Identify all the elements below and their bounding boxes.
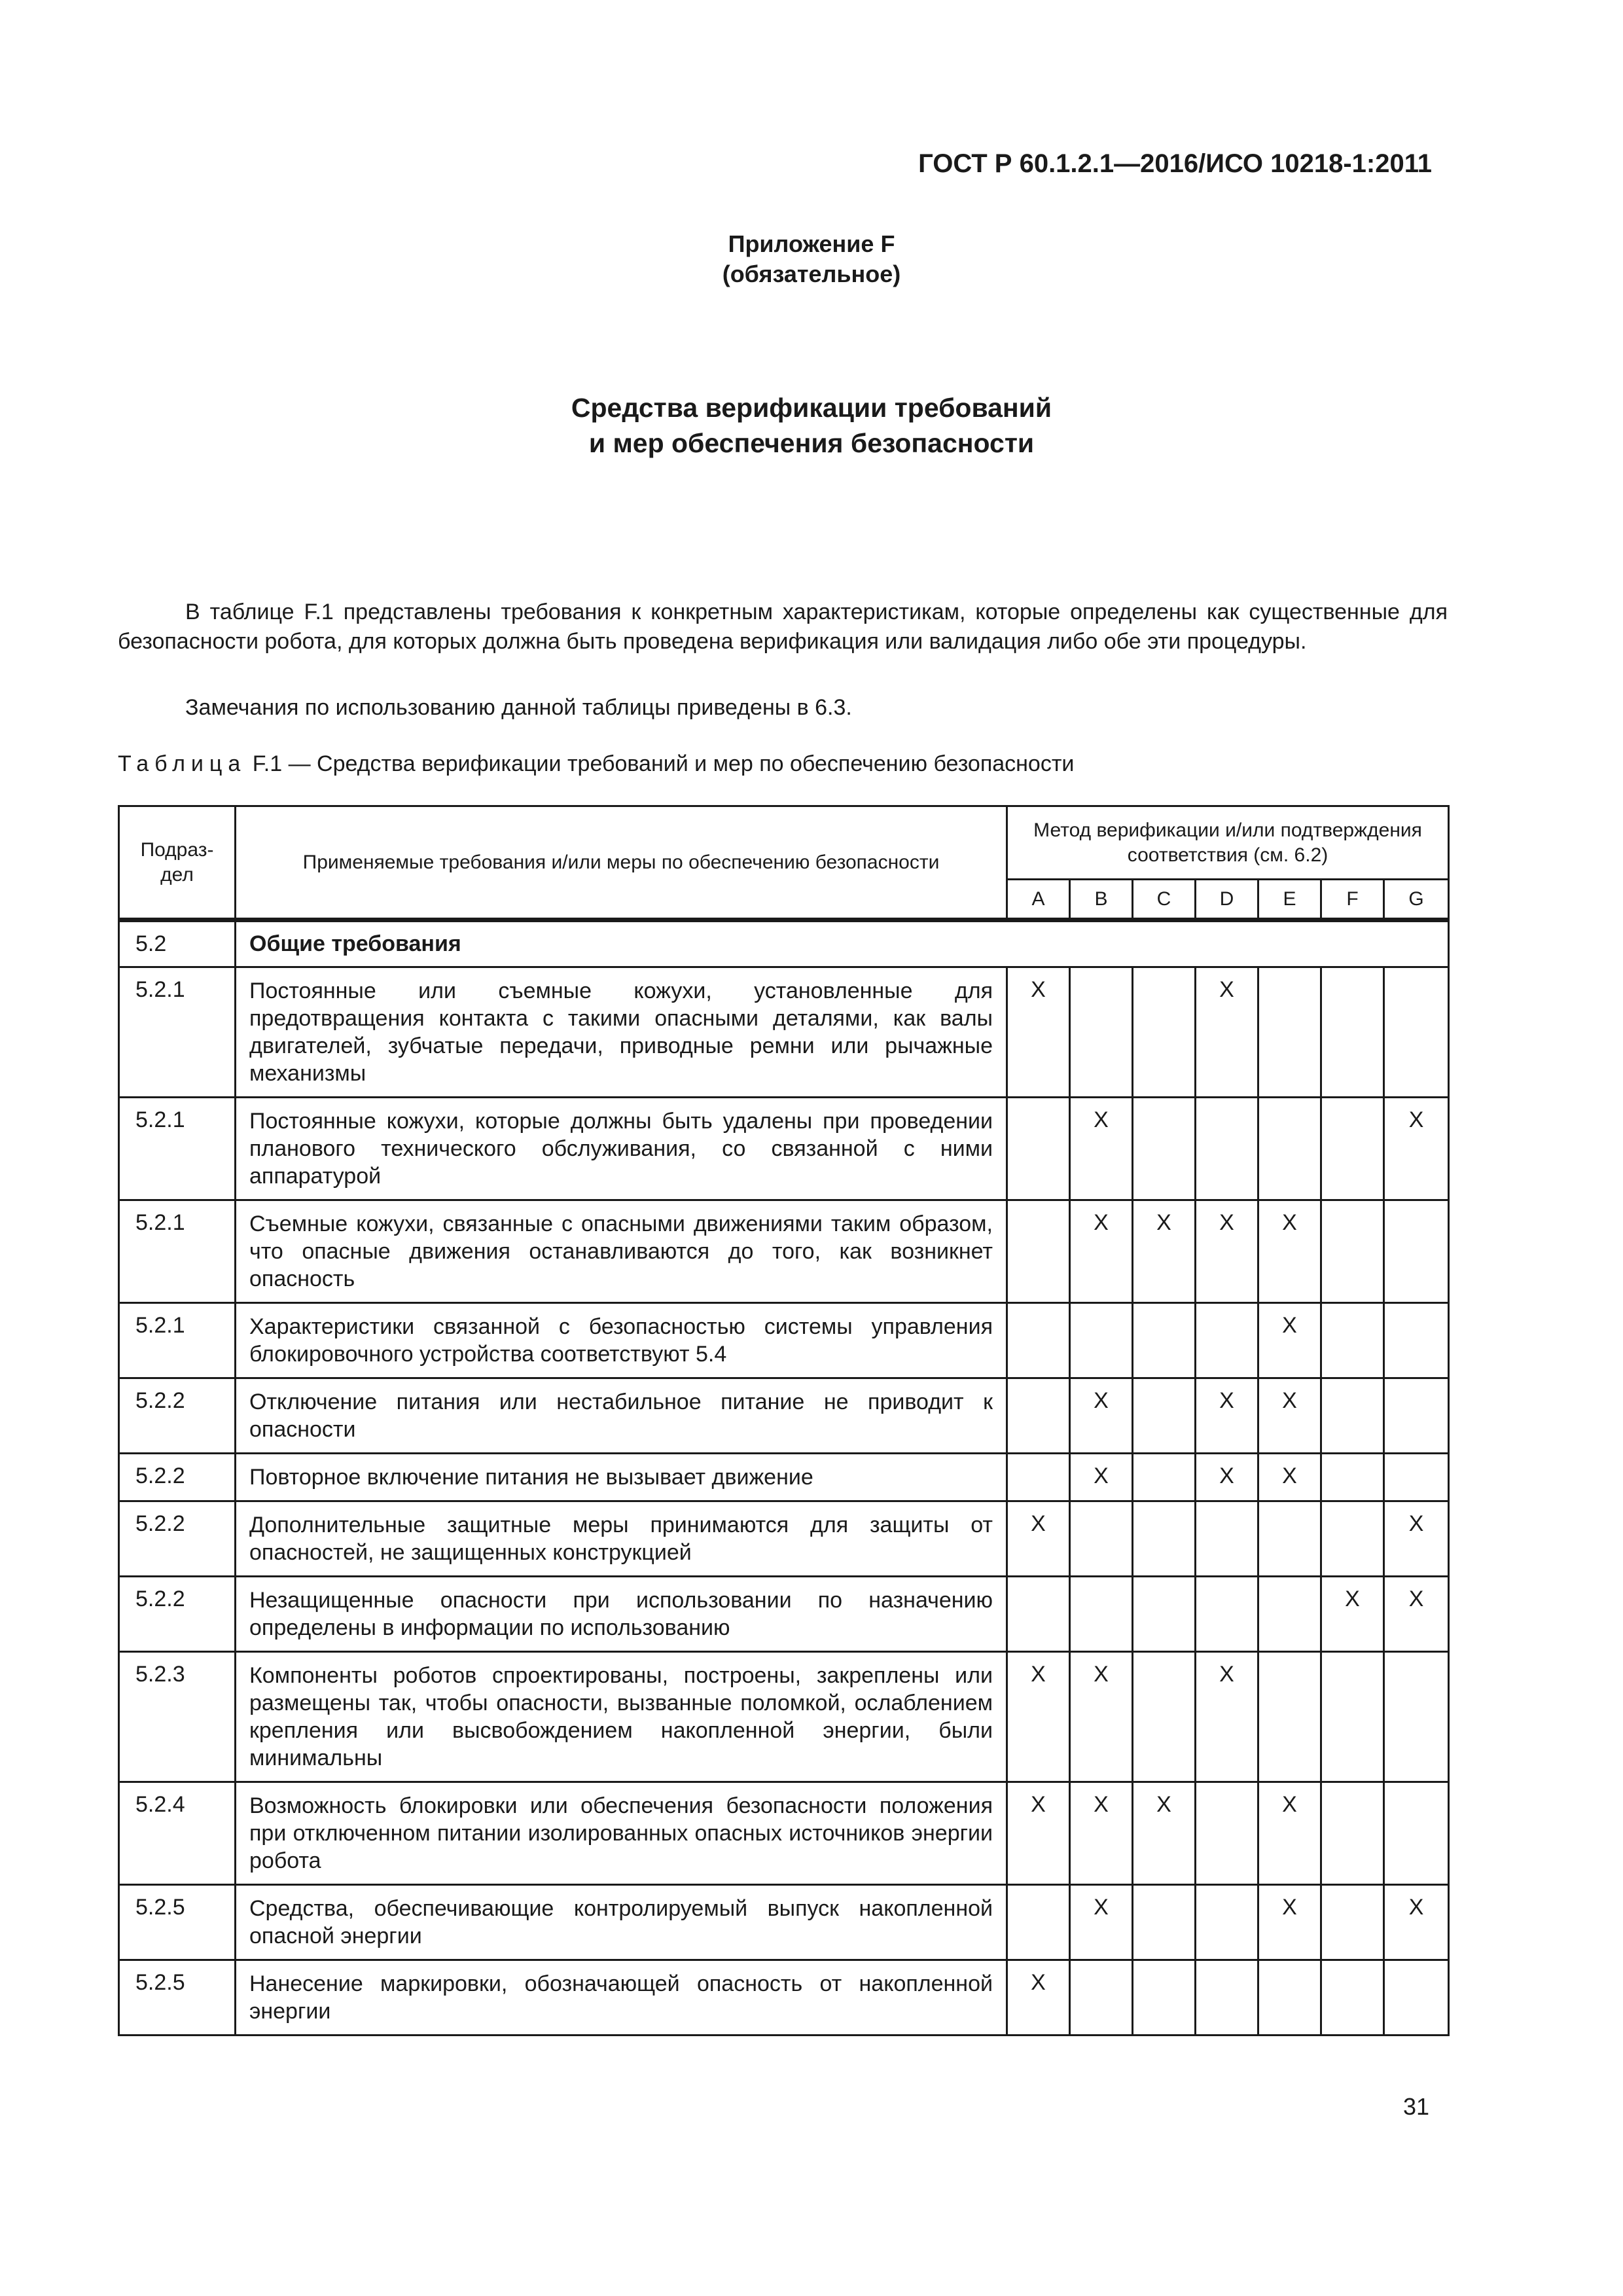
row-subsection: 5.2.1	[119, 1098, 236, 1200]
method-mark-g: X	[1384, 1501, 1449, 1577]
row-requirement: Нанесение маркировки, обозначающей опасность от накопленной энергии	[236, 1960, 1007, 2036]
intro-paragraph-2-text: Замечания по использованию данной таблицы приведены в 6.3.	[185, 695, 852, 720]
method-mark-a: X	[1007, 967, 1070, 1098]
standard-code: ГОСТ Р 60.1.2.1—2016/ИСО 10218-1:2011	[918, 149, 1432, 178]
method-mark-b	[1070, 1303, 1133, 1378]
table-row	[119, 1378, 1449, 1454]
header-method-letter: D	[1196, 880, 1258, 920]
method-mark-d	[1196, 1885, 1258, 1960]
method-mark-a: X	[1007, 1960, 1070, 2036]
table-row	[119, 1098, 1449, 1200]
row-requirement: Постоянные кожухи, которые должны быть удалены при проведении планового технического обслуживания, со связанной с ними аппаратурой	[236, 1098, 1007, 1200]
method-mark-c	[1133, 1885, 1196, 1960]
table-row	[119, 967, 1449, 1098]
table-row	[119, 1303, 1449, 1378]
method-mark-b	[1070, 1577, 1133, 1652]
method-mark-g	[1384, 1652, 1449, 1782]
row-subsection: 5.2.2	[119, 1378, 236, 1454]
method-mark-g	[1384, 1378, 1449, 1454]
method-mark-b: X	[1070, 1652, 1133, 1782]
row-requirement: Незащищенные опасности при использовании по назначению определены в информации по использованию	[236, 1577, 1007, 1652]
page-number: 31	[1402, 2093, 1429, 2120]
method-mark-d	[1196, 1098, 1258, 1200]
table-row	[119, 1454, 1449, 1501]
row-requirement: Возможность блокировки или обеспечения безопасности положения при отключенном питании изолированных опасных источников энергии робота	[236, 1782, 1007, 1885]
method-mark-c	[1133, 1378, 1196, 1454]
row-subsection: 5.2.1	[119, 967, 236, 1098]
method-mark-f	[1321, 1303, 1384, 1378]
row-subsection: 5.2.3	[119, 1652, 236, 1782]
header-subsection: Подраз-дел	[119, 806, 236, 920]
table-caption	[118, 751, 1074, 777]
method-mark-f	[1321, 1098, 1384, 1200]
table-row	[119, 1501, 1449, 1577]
row-requirement: Постоянные или съемные кожухи, установленные для предотвращения контакта с такими опасными деталями, как валы двигателей, зубчатые передачи, приводные ремни или рычажные механизмы	[236, 967, 1007, 1098]
method-mark-b	[1070, 1960, 1133, 2036]
method-mark-a	[1007, 1577, 1070, 1652]
method-mark-c	[1133, 1454, 1196, 1501]
method-mark-b	[1070, 967, 1133, 1098]
row-subsection: 5.2.5	[119, 1960, 236, 2036]
table-caption-text: F.1 — Средства верификации требований и мер по обеспечению безопасности	[252, 751, 1075, 776]
header-method-letter: E	[1258, 880, 1321, 920]
method-mark-g	[1384, 1454, 1449, 1501]
row-subsection: 5.2.2	[119, 1577, 236, 1652]
group-title: Общие требования	[236, 920, 1449, 967]
method-mark-c	[1133, 1577, 1196, 1652]
row-requirement: Повторное включение питания не вызывает движение	[236, 1454, 1007, 1501]
method-mark-b	[1070, 1501, 1133, 1577]
method-mark-d	[1196, 1501, 1258, 1577]
method-mark-c: X	[1133, 1200, 1196, 1303]
header-method-letter: B	[1070, 880, 1133, 920]
group-subsection: 5.2	[119, 920, 236, 967]
method-mark-a	[1007, 1454, 1070, 1501]
method-mark-g	[1384, 967, 1449, 1098]
method-mark-e: X	[1258, 1200, 1321, 1303]
method-mark-a	[1007, 1303, 1070, 1378]
method-mark-e: X	[1258, 1454, 1321, 1501]
table-row	[119, 1200, 1449, 1303]
method-mark-f	[1321, 1454, 1384, 1501]
verification-table	[118, 805, 1450, 2036]
table-row	[119, 1652, 1449, 1782]
method-mark-e: X	[1258, 1885, 1321, 1960]
method-mark-a	[1007, 1378, 1070, 1454]
method-mark-a: X	[1007, 1501, 1070, 1577]
method-mark-e	[1258, 1098, 1321, 1200]
method-mark-a: X	[1007, 1782, 1070, 1885]
method-mark-d	[1196, 1303, 1258, 1378]
method-mark-e	[1258, 1960, 1321, 2036]
method-mark-f	[1321, 1200, 1384, 1303]
method-mark-g	[1384, 1782, 1449, 1885]
row-requirement: Средства, обеспечивающие контролируемый выпуск накопленной опасной энергии	[236, 1885, 1007, 1960]
method-mark-c	[1133, 1098, 1196, 1200]
appendix-status: (обязательное)	[722, 260, 901, 287]
method-mark-e: X	[1258, 1782, 1321, 1885]
method-mark-e	[1258, 1652, 1321, 1782]
method-mark-a	[1007, 1098, 1070, 1200]
method-mark-b: X	[1070, 1098, 1133, 1200]
method-mark-b: X	[1070, 1782, 1133, 1885]
method-mark-f: X	[1321, 1577, 1384, 1652]
row-requirement: Характеристики связанной с безопасностью системы управления блокировочного устройства соответствуют 5.4	[236, 1303, 1007, 1378]
method-mark-c	[1133, 1960, 1196, 2036]
row-subsection: 5.2.5	[119, 1885, 236, 1960]
method-mark-c	[1133, 1303, 1196, 1378]
method-mark-f	[1321, 1501, 1384, 1577]
method-mark-d: X	[1196, 1378, 1258, 1454]
method-mark-e	[1258, 1577, 1321, 1652]
method-mark-f	[1321, 1885, 1384, 1960]
row-subsection: 5.2.2	[119, 1454, 236, 1501]
header-method-letter: C	[1133, 880, 1196, 920]
method-mark-f	[1321, 1960, 1384, 2036]
method-mark-b: X	[1070, 1885, 1133, 1960]
method-mark-c	[1133, 967, 1196, 1098]
intro-paragraph-1-text: В таблице F.1 представлены требования к конкретным характеристикам, которые определены как существенные для безопасности робота, для которых должна быть проведена верификация или валидация либо обе эти процедуры.	[118, 600, 1448, 654]
row-requirement: Компоненты роботов спроектированы, построены, закреплены или размещены так, чтобы опасности, вызванные поломкой, ослаблением крепления или высвобождением накопленной энергии, были минимальны	[236, 1652, 1007, 1782]
method-mark-c	[1133, 1652, 1196, 1782]
header-method-letter: A	[1007, 880, 1070, 920]
row-requirement: Съемные кожухи, связанные с опасными движениями таким образом, что опасные движения останавливаются до того, как возникнет опасность	[236, 1200, 1007, 1303]
row-subsection: 5.2.2	[119, 1501, 236, 1577]
method-mark-g	[1384, 1960, 1449, 2036]
method-mark-d	[1196, 1960, 1258, 2036]
method-mark-g	[1384, 1303, 1449, 1378]
method-mark-d: X	[1196, 1454, 1258, 1501]
intro-paragraph-1	[118, 598, 1448, 656]
method-mark-c	[1133, 1501, 1196, 1577]
method-mark-c: X	[1133, 1782, 1196, 1885]
method-mark-f	[1321, 967, 1384, 1098]
table-row	[119, 1885, 1449, 1960]
method-mark-a: X	[1007, 1652, 1070, 1782]
method-mark-f	[1321, 1652, 1384, 1782]
method-mark-d: X	[1196, 1200, 1258, 1303]
method-mark-d	[1196, 1782, 1258, 1885]
row-requirement: Дополнительные защитные меры принимаются для защиты от опасностей, не защищенных конструкцией	[236, 1501, 1007, 1577]
appendix-title	[0, 229, 1623, 289]
method-mark-d	[1196, 1577, 1258, 1652]
table-row	[119, 1960, 1449, 2036]
section-heading	[0, 390, 1623, 461]
method-mark-g	[1384, 1200, 1449, 1303]
method-mark-f	[1321, 1782, 1384, 1885]
header-requirements: Применяемые требования и/или меры по обеспечению безопасности	[236, 806, 1007, 920]
method-mark-e	[1258, 967, 1321, 1098]
method-mark-f	[1321, 1378, 1384, 1454]
group-row	[119, 920, 1449, 967]
method-mark-a	[1007, 1200, 1070, 1303]
appendix-label: Приложение F	[728, 230, 895, 257]
method-mark-g: X	[1384, 1885, 1449, 1960]
method-mark-d: X	[1196, 1652, 1258, 1782]
method-mark-e	[1258, 1501, 1321, 1577]
header-method: Метод верификации и/или подтверждения соответствия (см. 6.2)	[1007, 806, 1449, 880]
method-mark-g: X	[1384, 1577, 1449, 1652]
method-mark-b: X	[1070, 1378, 1133, 1454]
row-subsection: 5.2.1	[119, 1200, 236, 1303]
header-method-letter: G	[1384, 880, 1449, 920]
table-row	[119, 1782, 1449, 1885]
table-caption-label: Таблица	[118, 751, 247, 776]
method-mark-g: X	[1384, 1098, 1449, 1200]
row-requirement: Отключение питания или нестабильное питание не приводит к опасности	[236, 1378, 1007, 1454]
header-method-letter: F	[1321, 880, 1384, 920]
method-mark-a	[1007, 1885, 1070, 1960]
method-mark-e: X	[1258, 1378, 1321, 1454]
heading-line-1: Средства верификации требований	[571, 393, 1052, 423]
method-mark-e: X	[1258, 1303, 1321, 1378]
method-mark-d: X	[1196, 967, 1258, 1098]
heading-line-2: и мер обеспечения безопасности	[588, 428, 1035, 458]
row-subsection: 5.2.1	[119, 1303, 236, 1378]
row-subsection: 5.2.4	[119, 1782, 236, 1885]
header-row-1	[119, 806, 1449, 880]
method-mark-b: X	[1070, 1200, 1133, 1303]
table-row	[119, 1577, 1449, 1652]
intro-paragraph-2	[118, 693, 1448, 723]
method-mark-b: X	[1070, 1454, 1133, 1501]
